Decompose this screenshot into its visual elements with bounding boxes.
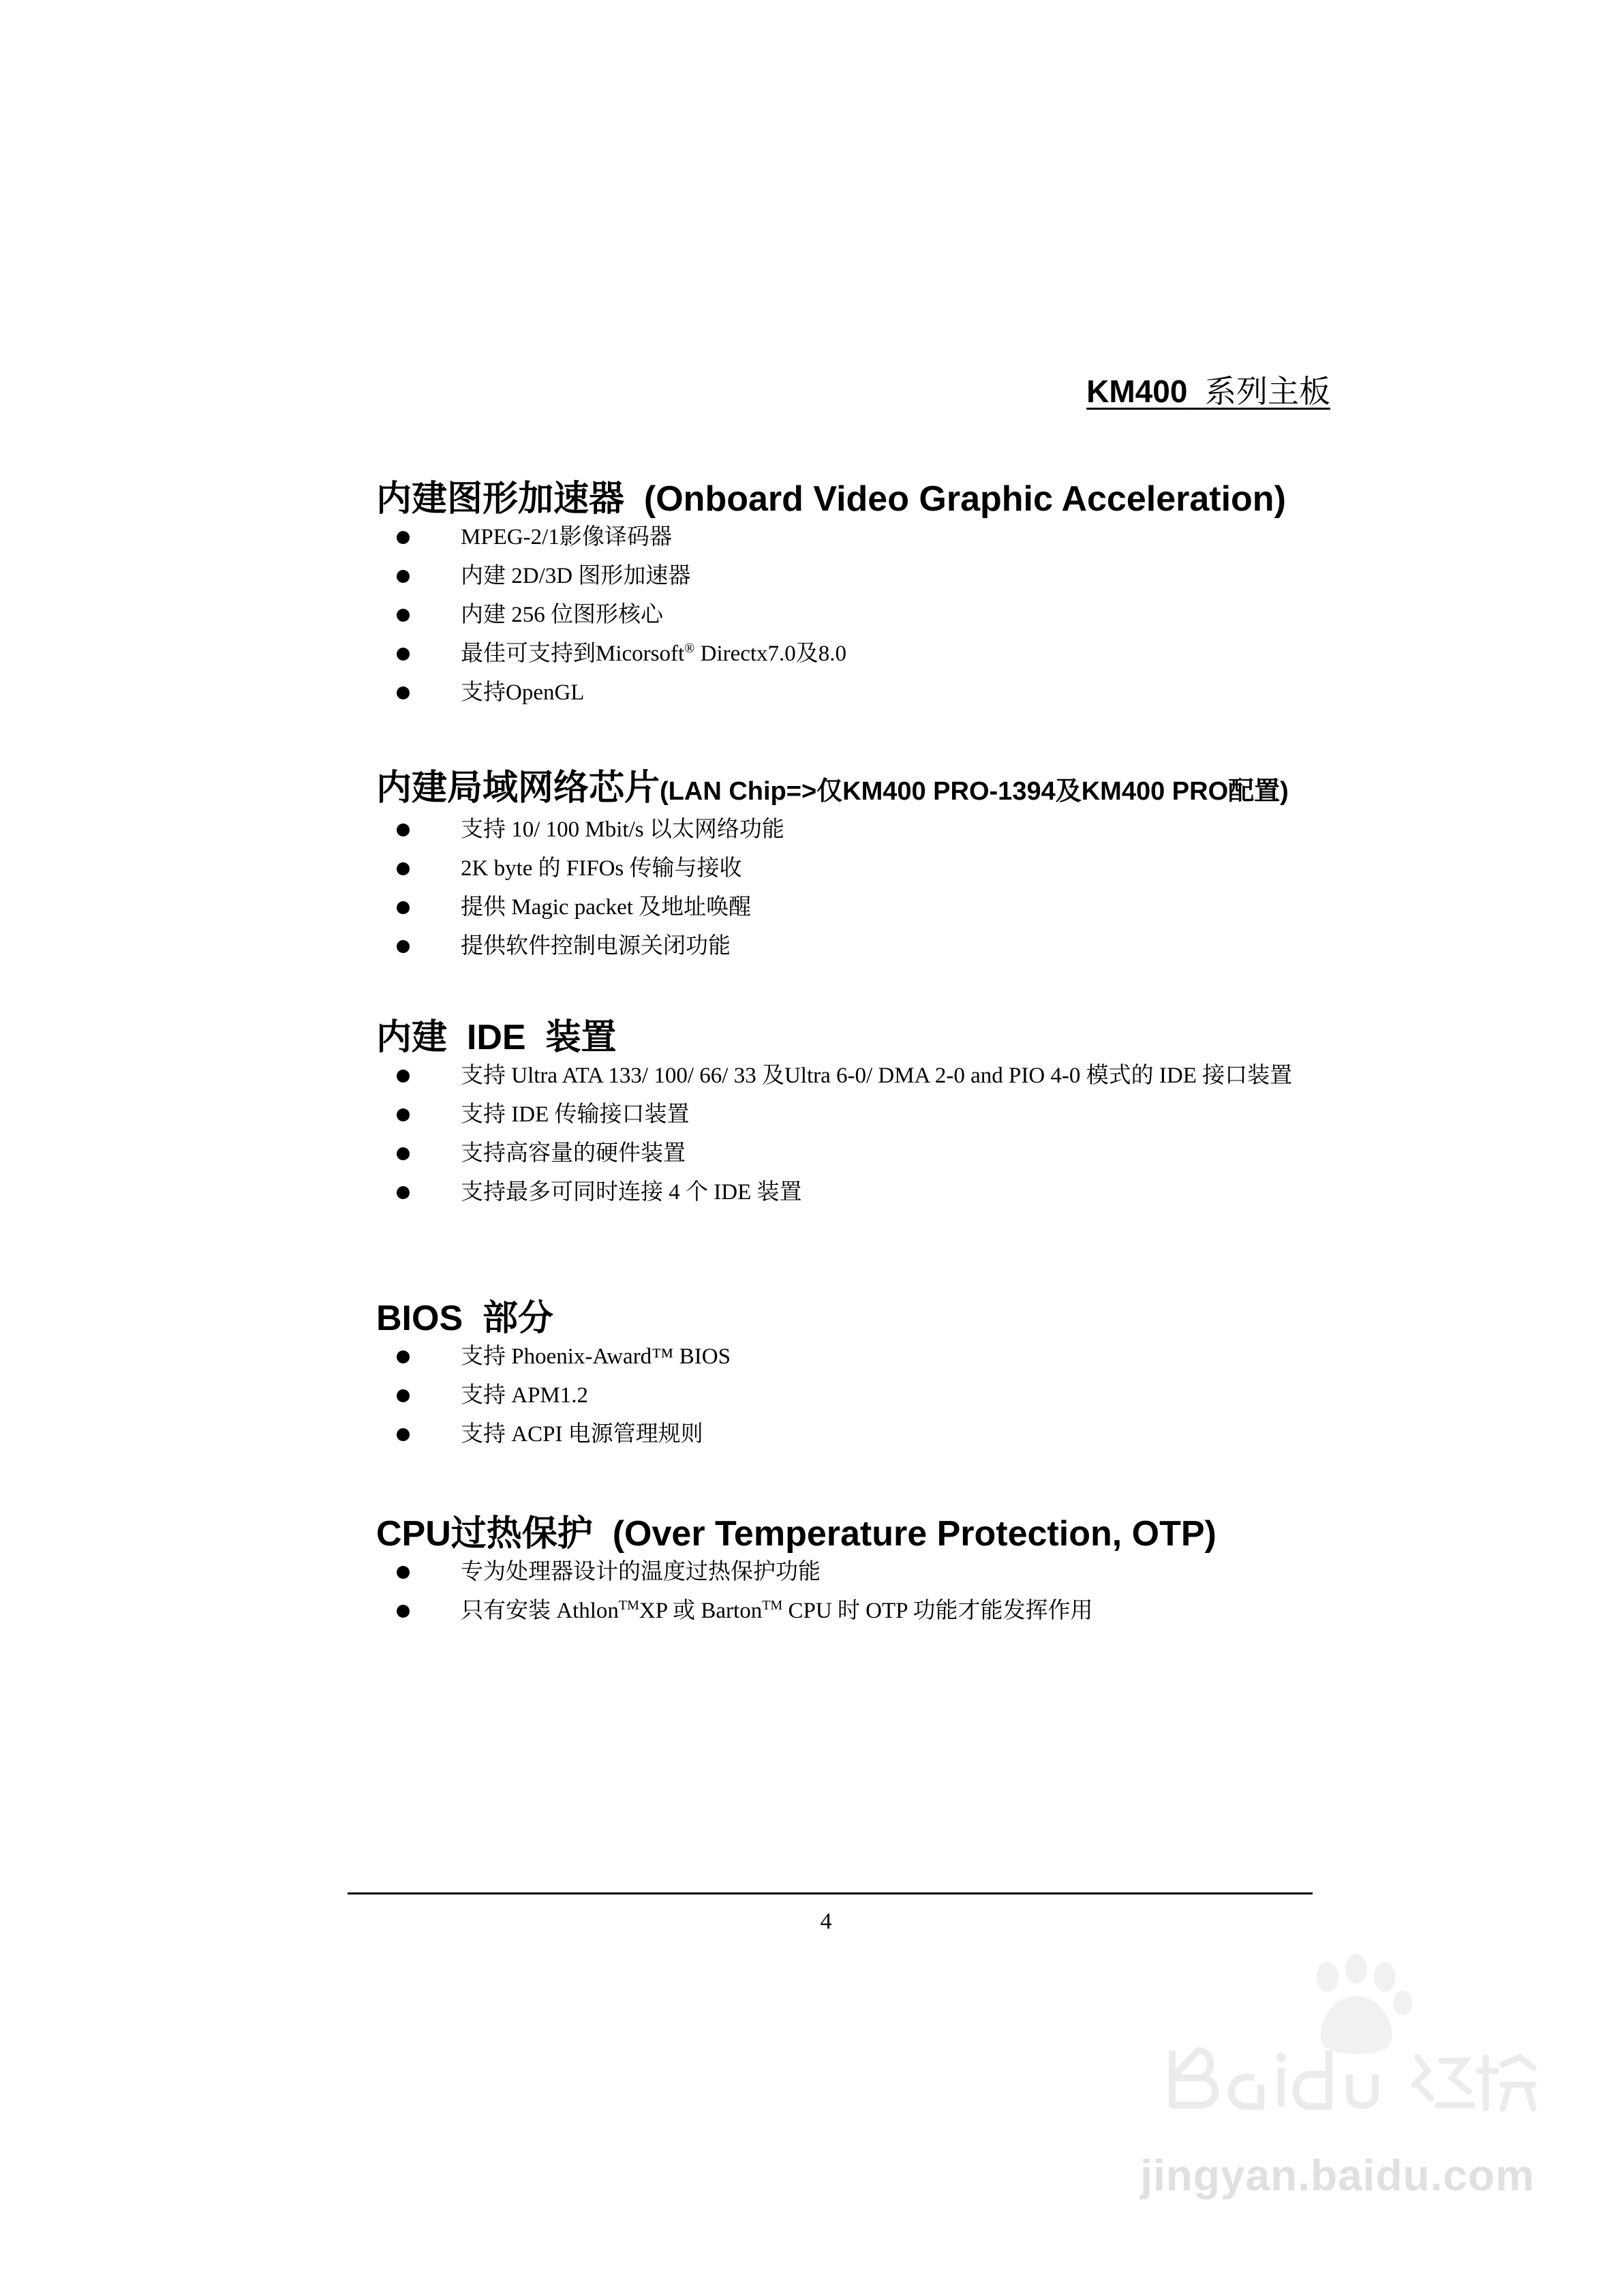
section-bios bbox=[376, 1297, 1351, 1458]
bullet-icon bbox=[397, 609, 410, 622]
header-model: KM400 bbox=[1086, 374, 1188, 409]
bullet-icon bbox=[397, 1428, 410, 1441]
list-item: MPEG-2/1影像译码器 bbox=[376, 522, 1351, 553]
list-item: 提供软件控制电源关闭功能 bbox=[376, 931, 1351, 962]
list-item: 支持 APM1.2 bbox=[376, 1380, 1351, 1411]
section-title-cn: 内建图形加速器 bbox=[376, 479, 625, 519]
footer-divider bbox=[348, 1892, 1313, 1894]
list-item: 支持 Ultra ATA 133/ 100/ 66/ 33 及Ultra 6-0/ DMA 2-0 and PIO 4-0 模式的 IDE 接口装置 bbox=[376, 1061, 1351, 1091]
list-item: 支持 10/ 100 Mbit/s 以太网络功能 bbox=[376, 815, 1351, 845]
bullet-icon bbox=[397, 1350, 410, 1363]
list-item: 支持 IDE 传输接口装置 bbox=[376, 1100, 1351, 1130]
trademark-mark: TM bbox=[762, 1598, 783, 1613]
list-item: 支持 Phoenix-Award™ BIOS bbox=[376, 1342, 1351, 1372]
bullet-icon bbox=[397, 1147, 410, 1160]
list-item: 专为处理器设计的温度过热保护功能 bbox=[376, 1557, 1351, 1588]
section-title-cn-2: 装置 bbox=[545, 1018, 617, 1057]
trademark-mark: TM bbox=[618, 1598, 639, 1613]
bullet-icon bbox=[397, 648, 410, 661]
list-item: 支持 ACPI 电源管理规则 bbox=[376, 1419, 1351, 1450]
bullet-icon bbox=[397, 1566, 410, 1579]
section-onboard-video bbox=[376, 477, 1351, 716]
bullet-icon bbox=[397, 570, 410, 583]
registered-mark: ® bbox=[684, 641, 695, 656]
feature-list bbox=[376, 1557, 1351, 1627]
bullet-icon bbox=[397, 1605, 410, 1618]
page-number: 4 bbox=[820, 1909, 832, 1934]
list-item: 只有安装 Athlon™XP 或 Barton™ CPU 时 OTP 功能才能发挥作用 bbox=[376, 1596, 1351, 1627]
bullet-icon bbox=[397, 940, 410, 953]
list-item: 内建 2D/3D 图形加速器 bbox=[376, 561, 1351, 592]
section-title bbox=[376, 477, 1351, 521]
bullet-icon bbox=[397, 1389, 410, 1402]
section-title bbox=[376, 1512, 1351, 1556]
bullet-icon bbox=[397, 1108, 410, 1121]
section-ide bbox=[376, 1016, 1351, 1216]
section-title-cn: 部分 bbox=[483, 1299, 554, 1338]
header-series: 系列主板 bbox=[1205, 374, 1330, 409]
bullet-icon bbox=[397, 901, 410, 914]
bullet-icon bbox=[397, 1070, 410, 1083]
section-title bbox=[376, 766, 1351, 813]
watermark-url: jingyan.baidu.com bbox=[1140, 2151, 1535, 2200]
bullet-icon bbox=[397, 531, 410, 544]
list-item: 最佳可支持到Micorsoft® Directx7.0及8.0 bbox=[376, 639, 1351, 669]
list-item: 内建 256 位图形核心 bbox=[376, 600, 1351, 631]
section-title-en: IDE bbox=[466, 1018, 526, 1057]
feature-list bbox=[376, 815, 1351, 962]
list-item: 2K byte 的 FIFOs 传输与接收 bbox=[376, 854, 1351, 884]
page-header bbox=[1086, 367, 1330, 412]
section-title-cn: 过热保护 bbox=[450, 1514, 593, 1554]
feature-list bbox=[376, 1342, 1351, 1450]
list-item: 支持OpenGL bbox=[376, 678, 1351, 708]
bullet-icon bbox=[397, 1186, 410, 1199]
baidu-jingyan-watermark-logo bbox=[1159, 1948, 1540, 2153]
section-title-en: (LAN Chip=>仅KM400 PRO-1394及KM400 PRO配置) bbox=[660, 777, 1289, 806]
feature-list bbox=[376, 1061, 1351, 1208]
section-title-en: BIOS bbox=[376, 1299, 463, 1338]
bullet-icon bbox=[397, 862, 410, 875]
section-title-cn: 内建 bbox=[376, 1018, 448, 1057]
section-title-cn: 内建局域网络芯片 bbox=[376, 768, 660, 808]
section-title bbox=[376, 1297, 1351, 1340]
feature-list bbox=[376, 522, 1351, 708]
section-cpu-otp bbox=[376, 1512, 1351, 1635]
section-title-en: CPU bbox=[376, 1514, 451, 1554]
bullet-icon bbox=[397, 824, 410, 836]
section-title bbox=[376, 1016, 1351, 1059]
list-item: 支持最多可同时连接 4 个 IDE 装置 bbox=[376, 1177, 1351, 1208]
bullet-icon bbox=[397, 686, 410, 699]
list-item: 提供 Magic packet 及地址唤醒 bbox=[376, 892, 1351, 923]
section-title-en: (Onboard Video Graphic Acceleration) bbox=[643, 479, 1286, 519]
list-item: 支持高容量的硬件装置 bbox=[376, 1138, 1351, 1169]
section-lan-chip bbox=[376, 766, 1351, 970]
section-title-en-2: (Over Temperature Protection, OTP) bbox=[612, 1514, 1216, 1554]
